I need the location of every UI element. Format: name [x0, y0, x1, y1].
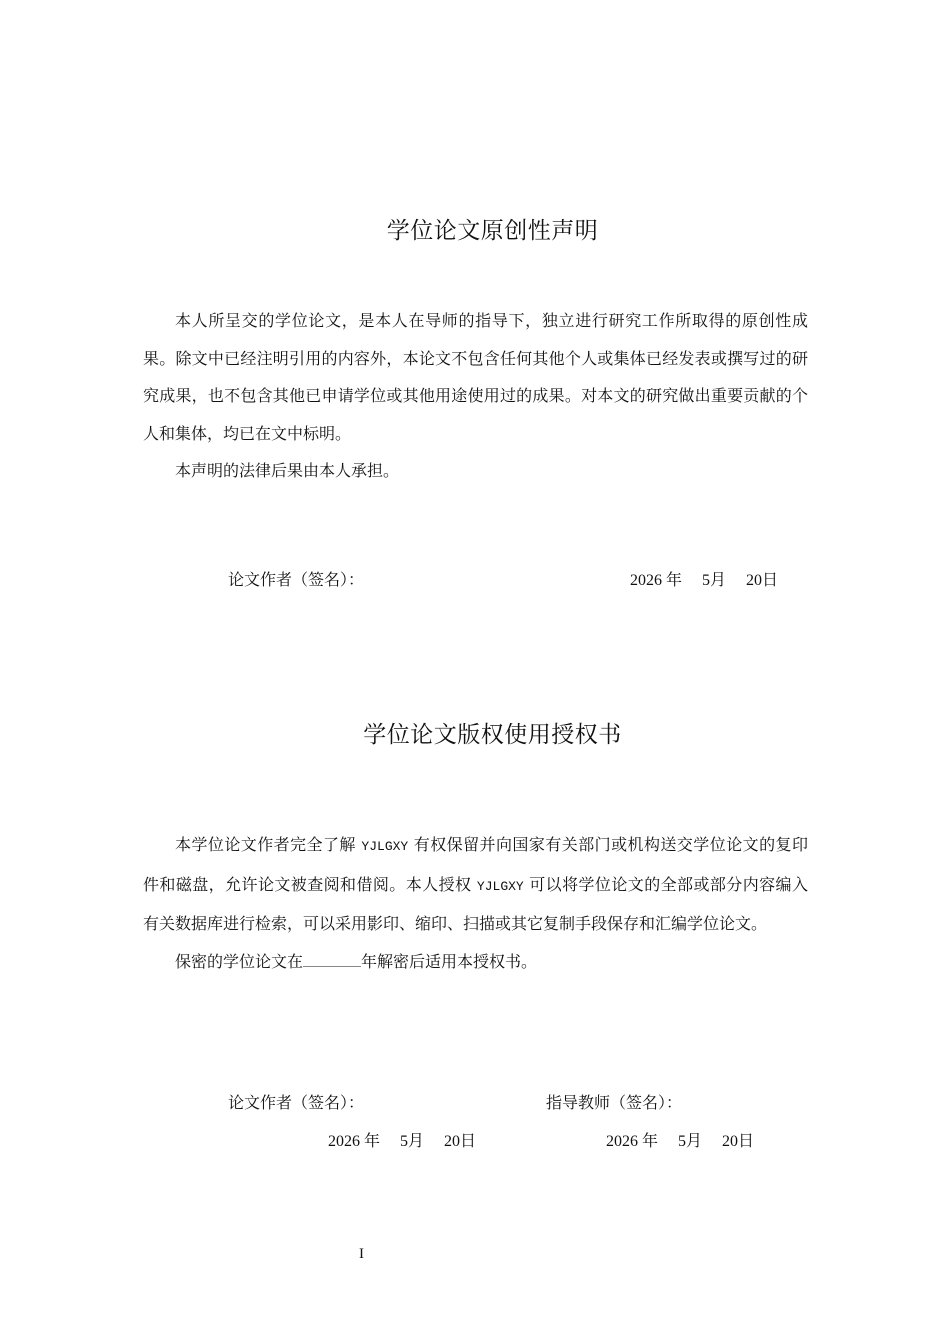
declaration-paragraph: 本人所呈交的学位论文，是本人在导师的指导下，独立进行研究工作所取得的原创性成果。除文中已经注明引用的内容外，本论文不包含任何其他个人或集体已经发表或撰写过的研究成果，也不包含其他已申请学位或其他用途使用过的成果。对本文的研究做出重要贡献的个人和集体，均已在文中标明。: [143, 311, 808, 443]
secrecy-years-blank[interactable]: [303, 952, 361, 967]
authorization-text: 本学位论文作者完全了解: [175, 835, 356, 854]
date-month-unit: 月: [408, 1133, 425, 1150]
authorization-body: [143, 826, 808, 980]
declaration-title: 学位论文原创性声明: [386, 218, 599, 244]
date-month: 5: [678, 1133, 687, 1150]
declaration-author-signature-label: 论文作者（签名）：: [228, 570, 365, 589]
date-year: 2026: [630, 572, 662, 589]
date-month: 5: [400, 1133, 409, 1150]
date-day-unit: 日: [460, 1133, 477, 1150]
authorization-text: 年解密后适用本授权书。: [361, 951, 538, 971]
institution-code: YJLGXY: [361, 839, 409, 854]
date-month: 5: [702, 572, 711, 589]
declaration-date: [630, 567, 778, 590]
advisor-signature-label: 指导教师（签名）：: [546, 1093, 683, 1112]
advisor-date: [606, 1128, 754, 1151]
declaration-paragraph: 本声明的法律后果由本人承担。: [175, 461, 400, 480]
authorization-author-date: [328, 1128, 476, 1151]
page-number: I: [359, 1246, 364, 1262]
date-day: 20: [746, 572, 763, 589]
date-day: 20: [722, 1133, 739, 1150]
date-year-unit: 年: [666, 572, 683, 589]
authorization-paragraph-2: [143, 943, 808, 981]
date-year: 2026: [606, 1133, 638, 1150]
authorization-text: 保密的学位论文在: [175, 951, 304, 971]
date-day-unit: 日: [738, 1133, 755, 1150]
authorization-text: 可以将学位论文的全部或部分内容编入有关数据库进行检索，可以采用影印、缩印、扫描或其它复制手段保存和汇编学位论文。: [143, 874, 808, 933]
date-year-unit: 年: [642, 1133, 659, 1150]
date-year-unit: 年: [364, 1133, 381, 1150]
authorization-title: 学位论文版权使用授权书: [363, 722, 622, 748]
declaration-body: [143, 302, 808, 490]
date-month-unit: 月: [686, 1133, 703, 1150]
date-month-unit: 月: [710, 572, 727, 589]
institution-code: YJLGXY: [476, 878, 524, 894]
authorization-author-signature-label: 论文作者（签名）：: [228, 1093, 365, 1112]
authorization-paragraph-1: [143, 826, 808, 943]
authorization-text: 有权保留并向国家有关部门或机构送交学位论文的复印件和磁盘，允许论文被查阅和借阅。本人授权: [143, 835, 808, 894]
date-day-unit: 日: [762, 572, 779, 589]
date-year: 2026: [328, 1133, 360, 1150]
date-day: 20: [444, 1133, 461, 1150]
